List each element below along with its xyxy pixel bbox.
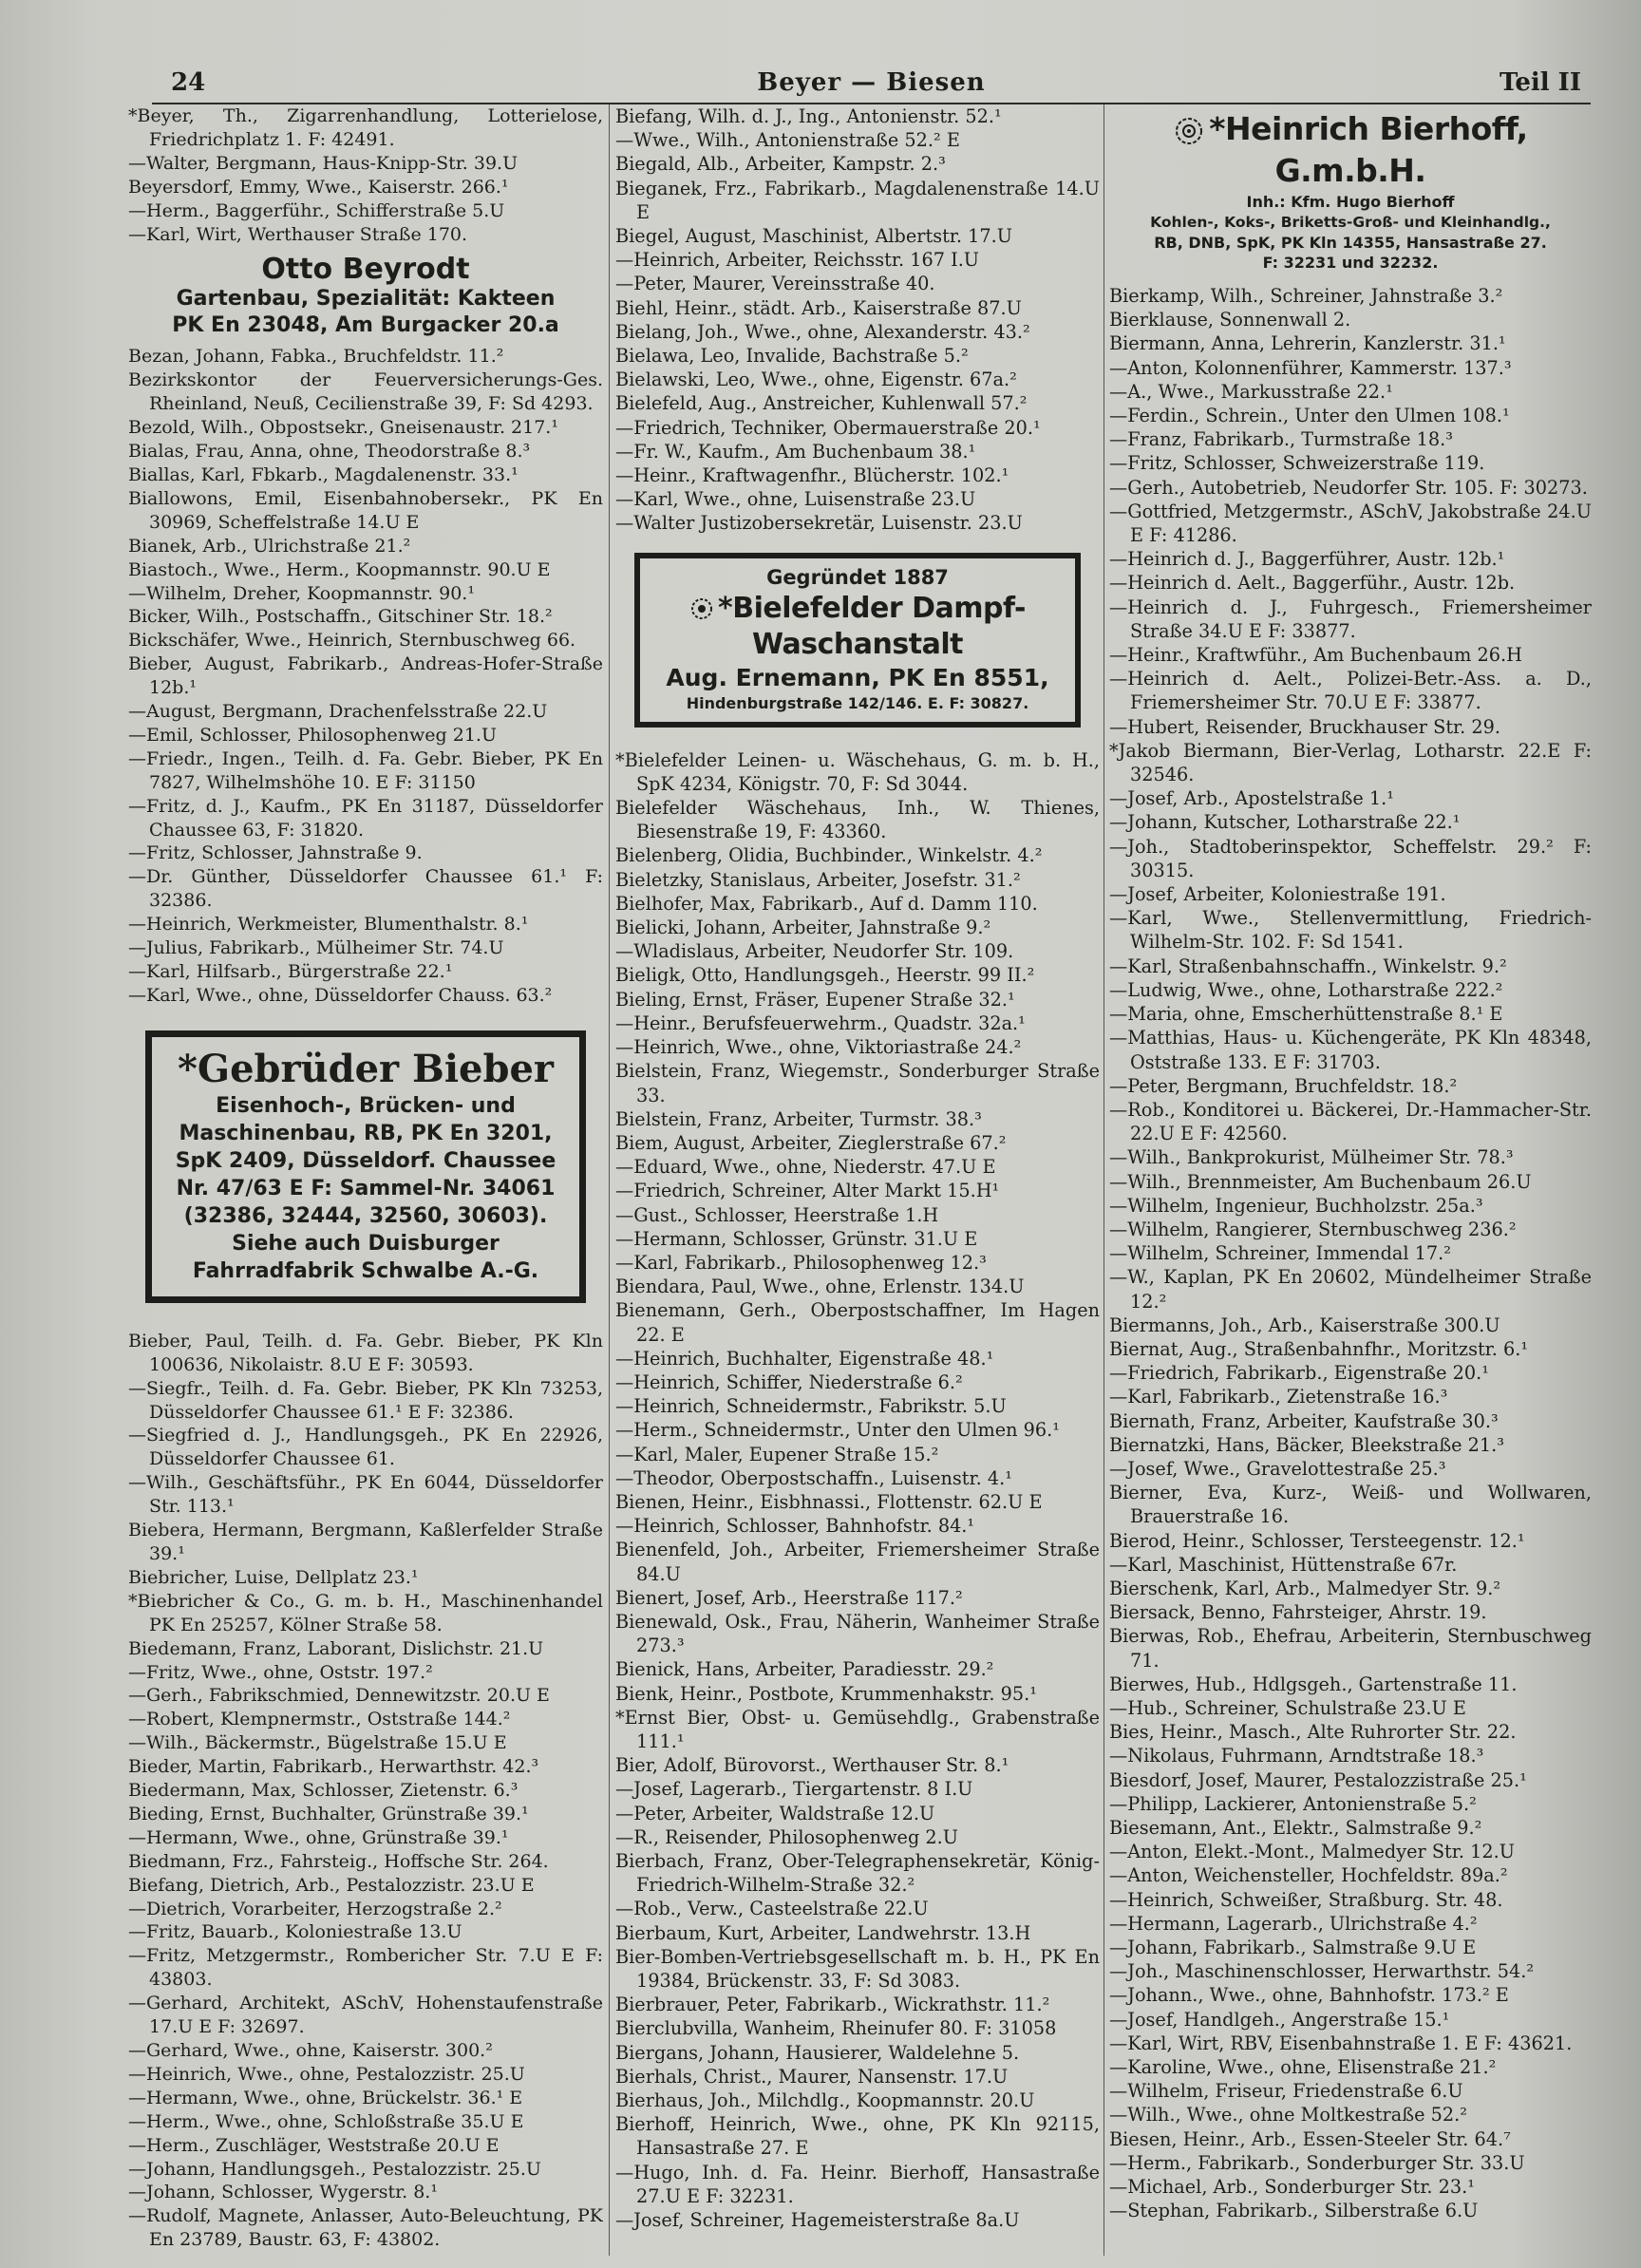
- directory-entry: —Herm., Fabrikarb., Sonderburger Str. 33.U: [1109, 2151, 1525, 2174]
- directory-entry: Biermann, Anna, Lehrerin, Kanzlerstr. 31.¹: [1109, 332, 1506, 355]
- directory-entry: —Gerhard, Wwe., ohne, Kaiserstr. 300.²: [128, 2040, 493, 2061]
- directory-entry: Bezirkskontor der Feuerversicherungs-Ges. Rheinland, Neuß, Cecilienstraße 39, F: Sd 4293.: [128, 369, 603, 415]
- directory-entry: Bienert, Josef, Arb., Heerstraße 117.²: [615, 1586, 963, 1609]
- directory-entry: —Karl, Maschinist, Hüttenstraße 67r.: [1109, 1553, 1458, 1576]
- seal-icon: [1173, 115, 1205, 147]
- directory-entry: —Karoline, Wwe., ohne, Elisenstraße 21.²: [1109, 2056, 1497, 2079]
- directory-entry: —Heinrich, Buchhalter, Eigenstraße 48.¹: [615, 1347, 994, 1370]
- directory-entry: —Joh., Maschinenschlosser, Herwarthstr. 54.²: [1109, 1960, 1535, 1983]
- directory-entry: —Karl, Wwe., Stellenvermittlung, Friedrich-Wilhelm-Str. 102. F: Sd 1541.: [1109, 907, 1592, 954]
- directory-entry: Bielhofer, Max, Fabrikarb., Auf d. Damm 110.: [615, 892, 1038, 915]
- directory-entry: —Friedrich, Fabrikarb., Eigenstraße 20.¹: [1109, 1362, 1490, 1385]
- directory-entry: —Siegfr., Teilh. d. Fa. Gebr. Bieber, PK Kln 73253, Düsseldorfer Chaussee 61.¹ E F: 32386.: [128, 1377, 603, 1423]
- directory-entry: Bierkamp, Wilh., Schreiner, Jahnstraße 3.²: [1109, 285, 1503, 307]
- column-divider: [609, 104, 610, 2256]
- directory-entry: —Dietrich, Vorarbeiter, Herzogstraße 2.²: [128, 1898, 502, 1919]
- directory-entry: —Anton, Elekt.-Mont., Malmedyer Str. 12.U: [1109, 1841, 1515, 1863]
- directory-entry: —Friedrich, Techniker, Obermauerstraße 20.¹: [615, 416, 1041, 439]
- ad-text: Gartenbau, Spezialität: Kakteen: [176, 287, 556, 312]
- directory-entry: —Heinr., Kraftwführ., Am Buchenbaum 26.H: [1109, 644, 1522, 667]
- directory-entry: —Karl, Wwe., ohne, Düsseldorfer Chauss. 63.²: [128, 984, 553, 1006]
- directory-entry: —Wilhelm, Friseur, Friedenstraße 6.U: [1109, 2080, 1463, 2103]
- directory-entry: —Josef, Lagerarb., Tiergartenstr. 8 I.U: [615, 1778, 973, 1801]
- ad-text: Hindenburgstraße 142/146. E. F: 30827.: [686, 693, 1029, 712]
- directory-entry: —Walter Justizobersekretär, Luisenstr. 23.U: [615, 512, 1023, 535]
- directory-entry: —Karl, Wirt, Werthauser Straße 170.: [128, 223, 468, 245]
- page-number: 24: [171, 68, 206, 97]
- directory-entry: —Karl, Wirt, RBV, Eisenbahnstraße 1. E F: 43621.: [1109, 2032, 1573, 2054]
- directory-entry: —Josef, Handlgeh., Angerstraße 15.¹: [1109, 2008, 1450, 2031]
- directory-entry: —Rob., Verw., Casteelstraße 22.U: [615, 1898, 929, 1920]
- directory-entry: —Wilhelm, Dreher, Koopmannstr. 90.¹: [128, 582, 475, 604]
- directory-entry: —Hermann, Schlosser, Grünstr. 31.U E: [615, 1227, 978, 1250]
- directory-entry: Biegald, Alb., Arbeiter, Kampstr. 2.³: [615, 153, 946, 176]
- directory-entry: —Dr. Günther, Düsseldorfer Chaussee 61.¹ F: 32386.: [128, 866, 603, 912]
- directory-entry: Bierhoff, Heinrich, Wwe., ohne, PK Kln 92115, Hansastraße 27. E: [615, 2113, 1100, 2160]
- ad-text: Eisenhoch-, Brücken- und Maschinenbau, RB, PK En 3201, SpK 2409, Düsseldorf. Chaussee Nr. 47/63 E F: Sammel-Nr. 34061 (32386, 32444, 32560, 30603). Siehe auch Duisburger Fahrradfabrik Schwalbe A.-G.: [175, 1093, 556, 1283]
- directory-entry: —Hubert, Reisender, Bruckhauser Str. 29.: [1109, 715, 1500, 738]
- directory-entry: —Johann, Kutscher, Lotharstraße 22.¹: [1109, 811, 1461, 834]
- ad-text: Kohlen-, Koks-, Briketts-Groß- und Kleinhandlg.,: [1150, 214, 1551, 231]
- entry-list: [1109, 284, 1592, 2222]
- directory-entry: Biedermann, Max, Schlosser, Zietenstr. 6.³: [128, 1780, 519, 1802]
- directory-entry: *Beyer, Th., Zigarrenhandlung, Lotterielose, Friedrichplatz 1. F: 42491.: [128, 105, 603, 150]
- directory-entry: Bickschäfer, Wwe., Heinrich, Sternbuschweg 66.: [128, 630, 576, 652]
- directory-entry: Biedmann, Frz., Fahrsteig., Hoffsche Str. 264.: [128, 1850, 549, 1872]
- directory-entry: Bies, Heinr., Masch., Alte Ruhrorter Str. 22.: [1109, 1721, 1517, 1744]
- name-range: Beyer — Biesen: [757, 68, 986, 97]
- directory-entry: —Wilhelm, Ingenieur, Buchholzstr. 25a.³: [1109, 1194, 1483, 1217]
- directory-entry: Bierwes, Hub., Hdlgsgeh., Gartenstraße 11.: [1109, 1673, 1518, 1695]
- directory-entry: —Heinrich, Arbeiter, Reichsstr. 167 I.U: [615, 249, 980, 272]
- directory-entry: —Hermann, Wwe., ohne, Grünstraße 39.¹: [128, 1826, 509, 1848]
- directory-entry: Bielicki, Johann, Arbeiter, Jahnstraße 9.²: [615, 917, 991, 939]
- directory-entry: —Anton, Weichensteller, Hochfeldstr. 89a.²: [1109, 1864, 1508, 1887]
- directory-entry: —Wilh., Brennmeister, Am Buchenbaum 26.U: [1109, 1170, 1532, 1193]
- directory-entry: —Heinrich d. Aelt., Baggerführ., Austr. 12b.: [1109, 572, 1516, 595]
- directory-entry: —Hermann, Wwe., ohne, Brückelstr. 36.¹ E: [128, 2087, 523, 2108]
- directory-entry: Bienen, Heinr., Eisbhnassi., Flottenstr. 62.U E: [615, 1490, 1043, 1513]
- directory-entry: —Fritz, Schlosser, Jahnstraße 9.: [128, 842, 423, 864]
- directory-entry: Biernatzki, Hans, Bäcker, Bleekstraße 21.³: [1109, 1433, 1505, 1456]
- directory-entry: —Fritz, Schlosser, Schweizerstraße 119.: [1109, 452, 1485, 475]
- directory-entry: —Josef, Arb., Apostelstraße 1.¹: [1109, 787, 1395, 810]
- directory-entry: —Ferdin., Schrein., Unter den Ulmen 108.¹: [1109, 405, 1510, 427]
- directory-entry: —Heinrich, Werkmeister, Blumenthalstr. 8.¹: [128, 914, 529, 936]
- directory-entry: —Gerh., Autobetrieb, Neudorfer Str. 105. F: 30273.: [1109, 476, 1588, 499]
- directory-entry: —Herm., Zuschläger, Weststraße 20.U E: [128, 2134, 500, 2156]
- directory-entry: —Friedr., Ingen., Teilh. d. Fa. Gebr. Bieber, PK En 7827, Wilhelmshöhe 10. E F: 31150: [128, 747, 603, 793]
- directory-entry: —Walter, Bergmann, Haus-Knipp-Str. 39.U: [128, 152, 519, 174]
- directory-entry: —Julius, Fabrikarb., Mülheimer Str. 74.U: [128, 937, 504, 959]
- directory-entry: —Karl, Wwe., ohne, Luisenstraße 23.U: [615, 488, 976, 511]
- directory-entry: Bielawa, Leo, Invalide, Bachstraße 5.²: [615, 345, 969, 368]
- directory-entry: —Wilhelm, Schreiner, Immendal 17.²: [1109, 1242, 1451, 1265]
- directory-entry: Bienick, Hans, Arbeiter, Paradiesstr. 29.²: [615, 1658, 994, 1681]
- directory-entry: —Peter, Bergmann, Bruchfeldstr. 18.²: [1109, 1074, 1458, 1097]
- directory-entry: —Franz, Fabrikarb., Turmstraße 18.³: [1109, 428, 1453, 451]
- directory-entry: —Josef, Arbeiter, Koloniestraße 191.: [1109, 883, 1446, 906]
- directory-entry: *Bielefelder Leinen- u. Wäschehaus, G. m. b. H., SpK 4234, Königstr. 70, F: Sd 3044.: [615, 748, 1100, 795]
- directory-entry: Biastoch., Wwe., Herm., Koopmannstr. 90.U E: [128, 558, 551, 580]
- directory-entry: —Heinr., Berufsfeuerwehrm., Quadstr. 32a.¹: [615, 1011, 1026, 1034]
- directory-entry: Biergans, Johann, Hausierer, Waldelehne 5.: [615, 2041, 1020, 2064]
- directory-entry: Bieder, Martin, Fabrikarb., Herwarthstr. 42.³: [128, 1756, 539, 1778]
- directory-entry: Biallas, Karl, Fbkarb., Magdalenenstr. 33.¹: [128, 463, 519, 485]
- directory-entry: —Heinrich, Wwe., ohne, Viktoriastraße 24.²: [615, 1036, 1022, 1059]
- directory-entry: —Fritz, Wwe., ohne, Oststr. 197.²: [128, 1661, 433, 1683]
- directory-entry: —Heinrich, Schlosser, Bahnhofstr. 84.¹: [615, 1515, 975, 1538]
- directory-entry: Bier-Bomben-Vertriebsgesellschaft m. b. H., PK En 19384, Brückenstr. 33, F: Sd 3083.: [615, 1945, 1100, 1993]
- directory-entry: —Matthias, Haus- u. Küchengeräte, PK Kln 48348, Oststraße 133. E F: 31703.: [1109, 1027, 1592, 1073]
- directory-entry: Bieling, Ernst, Fräser, Eupener Straße 32.¹: [615, 988, 1015, 1011]
- directory-entry: Bieligk, Otto, Handlungsgeh., Heerstr. 99 II.²: [615, 964, 1035, 987]
- directory-entry: Bieganek, Frz., Fabrikarb., Magdalenenstraße 14.U E: [615, 177, 1100, 223]
- ad-title: *Gebrüder Bieber: [177, 1046, 554, 1091]
- ad-title: Otto Beyrodt: [261, 253, 470, 287]
- directory-entry: —Rudolf, Magnete, Anlasser, Auto-Beleuchtung, PK En 23789, Baustr. 63, F: 43802.: [128, 2205, 603, 2251]
- entry-list: [128, 345, 603, 1007]
- directory-entry: —Fritz, Metzgermstr., Rombericher Str. 7.U E F: 43803.: [128, 1945, 603, 1991]
- part-label: Teil II: [1499, 68, 1581, 97]
- directory-entry: Bierwas, Rob., Ehefrau, Arbeiterin, Sternbuschweg 71.: [1109, 1625, 1592, 1672]
- directory-entry: —Gerh., Fabrikschmied, Dennewitzstr. 20.U E: [128, 1685, 550, 1707]
- directory-entry: Bezan, Johann, Fabka., Bruchfeldstr. 11.²: [128, 346, 504, 368]
- directory-entry: —Gust., Schlosser, Heerstraße 1.H: [615, 1203, 939, 1226]
- directory-entry: Biebricher, Luise, Dellplatz 23.¹: [128, 1566, 419, 1588]
- column-3: [1109, 104, 1592, 2251]
- directory-entry: Bierod, Heinr., Schlosser, Tersteegenstr. 12.¹: [1109, 1529, 1525, 1552]
- directory-entry: Bielstein, Franz, Arbeiter, Turmstr. 38.³: [615, 1107, 982, 1130]
- directory-entry: —Herm., Baggerführ., Schifferstraße 5.U: [128, 199, 505, 221]
- ad-gebrueder-bieber: [145, 1030, 586, 1303]
- entry-list: [615, 748, 1100, 2233]
- directory-entry: Biesdorf, Josef, Maurer, Pestalozzistraße 25.¹: [1109, 1768, 1527, 1791]
- directory-entry: —Heinrich, Schneidermstr., Fabrikstr. 5.U: [615, 1395, 1007, 1418]
- directory-entry: —Heinrich d. J., Baggerführer, Austr. 12b.¹: [1109, 548, 1505, 571]
- directory-entry: —Gerhard, Architekt, ASchV, Hohenstaufenstraße 17.U E F: 32697.: [128, 1993, 603, 2038]
- directory-entry: —Robert, Klempnermstr., Oststraße 144.²: [128, 1709, 511, 1730]
- directory-entry: —Heinrich, Schweißer, Straßburg. Str. 48.: [1109, 1888, 1503, 1911]
- ad-bielefelder-dampf-waschanstalt: [634, 553, 1081, 728]
- directory-entry: Biernath, Franz, Arbeiter, Kaufstraße 30.³: [1109, 1409, 1499, 1432]
- directory-entry: —Ludwig, Wwe., ohne, Lotharstraße 222.²: [1109, 978, 1503, 1001]
- directory-entry: Biefang, Dietrich, Arb., Pestalozzistr. 23.U E: [128, 1874, 535, 1896]
- directory-entry: Bielstein, Franz, Wiegemstr., Sonderburger Straße 33.: [615, 1060, 1100, 1106]
- directory-entry: Bierklause, Sonnenwall 2.: [1109, 309, 1351, 331]
- directory-entry: —R., Reisender, Philosophenweg 2.U: [615, 1825, 958, 1848]
- directory-entry: *Jakob Biermann, Bier-Verlag, Lotharstr. 22.E F: 32546.: [1109, 739, 1592, 786]
- directory-entry: Bicker, Wilh., Postschaffn., Gitschiner Str. 18.²: [128, 606, 553, 628]
- directory-entry: —Heinrich, Schiffer, Niederstraße 6.²: [615, 1370, 963, 1393]
- directory-entry: Biefang, Wilh. d. J., Ing., Antonienstr. 52.¹: [615, 105, 1002, 127]
- directory-entry: —Heinrich, Wwe., ohne, Pestalozzistr. 25.U: [128, 2063, 525, 2085]
- directory-entry: Bienenfeld, Joh., Arbeiter, Friemersheimer Straße 84.U: [615, 1539, 1100, 1585]
- directory-entry: Bieletzky, Stanislaus, Arbeiter, Josefstr. 31.²: [615, 868, 1021, 891]
- directory-entry: —Herm., Schneidermstr., Unter den Ulmen 96.¹: [615, 1419, 1060, 1442]
- directory-entry: —Wwe., Wilh., Antonienstraße 52.² E: [615, 129, 960, 152]
- directory-entry: —Nikolaus, Fuhrmann, Arndtstraße 18.³: [1109, 1745, 1484, 1767]
- directory-entry: —Josef, Schreiner, Hagemeisterstraße 8a.U: [615, 2209, 1020, 2232]
- directory-entry: —Johann., Wwe., ohne, Bahnhofstr. 173.² E: [1109, 1984, 1509, 2007]
- seal-icon: [689, 596, 714, 621]
- ad-title: [1109, 108, 1592, 192]
- page-header: [152, 66, 1591, 104]
- directory-entry: Bieding, Ernst, Buchhalter, Grünstraße 39.¹: [128, 1803, 529, 1824]
- directory-entry: Bierbrauer, Peter, Fabrikarb., Wickrathstr. 11.²: [615, 1994, 1050, 2016]
- directory-entry: —Theodor, Oberpostschaffn., Luisenstr. 4.¹: [615, 1466, 1012, 1489]
- column-2: [615, 104, 1100, 2251]
- directory-entry: Biem, August, Arbeiter, Zieglerstraße 67.²: [615, 1131, 1007, 1154]
- ad-heinrich-bierhoff: [1109, 108, 1592, 273]
- directory-entry: —Eduard, Wwe., ohne, Niederstr. 47.U E: [615, 1156, 996, 1179]
- ad-text: PK En 23048, Am Burgacker 20.a: [172, 313, 559, 338]
- directory-entry: —Stephan, Fabrikarb., Silberstraße 6.U: [1109, 2200, 1479, 2222]
- directory-entry: —W., Kaplan, PK En 20602, Mündelheimer Straße 12.²: [1109, 1266, 1592, 1313]
- directory-entry: Bierhals, Christ., Maurer, Nansenstr. 17.U: [615, 2065, 1009, 2088]
- directory-entry: —Gottfried, Metzgermstr., ASchV, Jakobstraße 24.U E F: 41286.: [1109, 500, 1592, 547]
- entry-list: [615, 104, 1100, 536]
- directory-entry: Bierbach, Franz, Ober-Telegraphensekretär, König-Friedrich-Wilhelm-Straße 32.²: [615, 1850, 1100, 1897]
- directory-entry: —Wilh., Wwe., ohne Moltkestraße 52.²: [1109, 2104, 1467, 2126]
- directory-entry: —Wilh., Bäckermstr., Bügelstraße 15.U E: [128, 1732, 507, 1754]
- directory-entry: —Herm., Wwe., ohne, Schloßstraße 35.U E: [128, 2110, 524, 2132]
- directory-entry: Bianek, Arb., Ulrichstraße 21.²: [128, 535, 411, 557]
- directory-entry: —Josef, Wwe., Gravelottestraße 25.³: [1109, 1457, 1446, 1480]
- directory-entry: —Hub., Schreiner, Schulstraße 23.U E: [1109, 1696, 1466, 1719]
- directory-entry: Bienk, Heinr., Postbote, Krummenhakstr. 95.¹: [615, 1682, 1037, 1705]
- directory-entry: *Ernst Bier, Obst- u. Gemüsehdlg., Grabenstraße 111.¹: [615, 1706, 1100, 1752]
- directory-entry: Bierner, Eva, Kurz-, Weiß- und Wollwaren, Brauerstraße 16.: [1109, 1482, 1592, 1528]
- directory-entry: —Karl, Fabrikarb., Zietenstraße 16.³: [1109, 1386, 1448, 1408]
- directory-entry: Bezold, Wilh., Obpostsekr., Gneisenaustr. 217.¹: [128, 417, 558, 439]
- directory-entry: —Philipp, Lackierer, Antonienstraße 5.²: [1109, 1792, 1477, 1815]
- entry-list: [128, 104, 603, 246]
- directory-entry: *Biebricher & Co., G. m. b. H., Maschinenhandel PK En 25257, Kölner Straße 58.: [128, 1590, 603, 1635]
- directory-entry: Biernat, Aug., Straßenbahnfhr., Moritzstr. 6.¹: [1109, 1337, 1529, 1360]
- directory-entry: Bierhaus, Joh., Milchdlg., Koopmannstr. 20.U: [615, 2089, 1035, 2112]
- ad-text: Gegründet 1887: [766, 565, 949, 589]
- ad-text: Inh.: Kfm. Hugo Bierhoff: [1246, 193, 1455, 211]
- directory-entry: Bielefeld, Aug., Anstreicher, Kuhlenwall 57.²: [615, 392, 1028, 415]
- directory-entry: —Johann, Handlungsgeh., Pestalozzistr. 25.U: [128, 2158, 541, 2180]
- directory-entry: —Heinrich d. Aelt., Polizei-Betr.-Ass. a. D., Friemersheimer Str. 70.U E F: 33877.: [1109, 668, 1592, 714]
- directory-entry: —Friedrich, Schreiner, Alter Markt 15.H¹: [615, 1180, 1000, 1202]
- directory-entry: Biedemann, Franz, Laborant, Dislichstr. 21.U: [128, 1637, 544, 1659]
- directory-entry: —Wladislaus, Arbeiter, Neudorfer Str. 109.: [615, 940, 1014, 963]
- directory-entry: —Peter, Arbeiter, Waldstraße 12.U: [615, 1802, 935, 1824]
- directory-entry: —Hugo, Inh. d. Fa. Heinr. Bierhoff, Hansastraße 27.U E F: 32231.: [615, 2161, 1100, 2207]
- directory-entry: —Wilhelm, Rangierer, Sternbuschweg 236.²: [1109, 1218, 1517, 1240]
- ad-otto-beyrodt: [128, 254, 603, 339]
- entry-list: [128, 1330, 603, 2251]
- directory-entry: —Peter, Maurer, Vereinsstraße 40.: [615, 273, 935, 295]
- directory-entry: Biermanns, Joh., Arb., Kaiserstraße 300.U: [1109, 1314, 1500, 1336]
- column-divider: [1103, 104, 1104, 2256]
- directory-entry: Biesemann, Ant., Elektr., Salmstraße 9.²: [1109, 1817, 1482, 1839]
- directory-entry: —Karl, Straßenbahnschaffn., Winkelstr. 9.²: [1109, 954, 1507, 977]
- directory-entry: Bienemann, Gerh., Oberpostschaffner, Im Hagen 22. E: [615, 1299, 1100, 1346]
- directory-entry: Beyersdorf, Emmy, Wwe., Kaiserstr. 266.¹: [128, 176, 509, 198]
- directory-entry: —Johann, Fabrikarb., Salmstraße 9.U E: [1109, 1937, 1477, 1959]
- directory-entry: —Fritz, d. J., Kaufm., PK En 31187, Düsseldorfer Chaussee 63, F: 31820.: [128, 795, 603, 841]
- directory-entry: —August, Bergmann, Drachenfelsstraße 22.U: [128, 701, 548, 723]
- directory-entry: Bierbaum, Kurt, Arbeiter, Landwehrstr. 13.H: [615, 1921, 1031, 1944]
- directory-entry: —Heinr., Kraftwagenfhr., Blücherstr. 102.¹: [615, 464, 1009, 487]
- directory-entry: —Karl, Fabrikarb., Philosophenweg 12.³: [615, 1251, 987, 1274]
- directory-entry: Biendara, Paul, Wwe., ohne, Erlenstr. 134.U: [615, 1276, 1025, 1298]
- directory-entry: —A., Wwe., Markusstraße 22.¹: [1109, 380, 1393, 403]
- column-1: [128, 104, 603, 2251]
- ad-title-text: *Bielefelder Dampf-Waschanstalt: [718, 591, 1026, 661]
- directory-entry: —Anton, Kolonnenführer, Kammerstr. 137.³: [1109, 356, 1512, 379]
- directory-entry: Biebera, Hermann, Bergmann, Kaßlerfelder Straße 39.¹: [128, 1520, 603, 1564]
- directory-entry: Bienewald, Osk., Frau, Näherin, Wanheimer Straße 273.³: [615, 1610, 1100, 1657]
- ad-title-text: *Heinrich Bierhoff, G.m.b.H.: [1209, 110, 1528, 189]
- directory-entry: Bier, Adolf, Bürovorst., Werthauser Str. 8.¹: [615, 1754, 1009, 1777]
- directory-entry: Biesen, Heinr., Arb., Essen-Steeler Str. 64.⁷: [1109, 2127, 1511, 2150]
- directory-entry: —Michael, Arb., Sonderburger Str. 23.¹: [1109, 2176, 1475, 2199]
- directory-entry: Biallowons, Emil, Eisenbahnobersekr., PK En 30969, Scheffelstraße 14.U E: [128, 487, 603, 533]
- directory-entry: Biegel, August, Maschinist, Albertstr. 17.U: [615, 225, 1012, 248]
- directory-entry: Bielenberg, Olidia, Buchbinder., Winkelstr. 4.²: [615, 844, 1043, 867]
- directory-entry: Bialas, Frau, Anna, ohne, Theodorstraße 8.³: [128, 441, 531, 463]
- directory-entry: —Karl, Maler, Eupener Straße 15.²: [615, 1443, 939, 1465]
- directory-entry: —Rob., Konditorei u. Bäckerei, Dr.-Hammacher-Str. 22.U E F: 42560.: [1109, 1098, 1592, 1145]
- ad-title: [646, 591, 1069, 663]
- directory-entry: —Johann, Schlosser, Wygerstr. 8.¹: [128, 2182, 438, 2203]
- directory-entry: Bielefelder Wäschehaus, Inh., W. Thienes, Biesenstraße 19, F: 43360.: [615, 797, 1100, 843]
- directory-entry: Bieber, August, Fabrikarb., Andreas-Hofer-Straße 12b.¹: [128, 653, 603, 699]
- directory-entry: —Wilh., Geschäftsführ., PK En 6044, Düsseldorfer Str. 113.¹: [128, 1472, 603, 1518]
- directory-entry: —Hermann, Lagerarb., Ulrichstraße 4.²: [1109, 1912, 1478, 1935]
- ad-text: F: 32231 und 32232.: [1262, 254, 1439, 272]
- directory-entry: —Karl, Hilfsarb., Bürgerstraße 22.¹: [128, 961, 453, 982]
- directory-entry: —Maria, ohne, Emscherhüttenstraße 8.¹ E: [1109, 1003, 1503, 1026]
- directory-entry: Biehl, Heinr., städt. Arb., Kaiserstraße 87.U: [615, 296, 1022, 319]
- directory-entry: —Heinrich d. J., Fuhrgesch., Friemersheimer Straße 34.U E F: 33877.: [1109, 595, 1592, 642]
- directory-entry: Bielawski, Leo, Wwe., ohne, Eigenstr. 67a.²: [615, 369, 1017, 391]
- directory-entry: —Emil, Schlosser, Philosophenweg 21.U: [128, 724, 497, 746]
- directory-entry: —Fritz, Bauarb., Koloniestraße 13.U: [128, 1921, 462, 1943]
- directory-entry: Biersack, Benno, Fahrsteiger, Ahrstr. 19.: [1109, 1601, 1487, 1624]
- directory-entry: Bierclubvilla, Wanheim, Rheinufer 80. F: 31058: [615, 2017, 1057, 2040]
- directory-entry: —Fr. W., Kaufm., Am Buchenbaum 38.¹: [615, 440, 976, 463]
- directory-entry: Bieber, Paul, Teilh. d. Fa. Gebr. Bieber, PK Kln 100636, Nikolaistr. 8.U E F: 30593.: [128, 1330, 603, 1375]
- directory-entry: Bielang, Joh., Wwe., ohne, Alexanderstr. 43.²: [615, 320, 1030, 343]
- ad-text: Aug. Ernemann, PK En 8551,: [666, 663, 1049, 691]
- ad-text: RB, DNB, SpK, PK Kln 14355, Hansastraße 27.: [1154, 234, 1547, 252]
- directory-entry: —Wilh., Bankprokurist, Mülheimer Str. 78.³: [1109, 1146, 1514, 1169]
- directory-entry: —Siegfried d. J., Handlungsgeh., PK En 22926, Düsseldorfer Chaussee 61.: [128, 1425, 603, 1470]
- directory-entry: Bierschenk, Karl, Arb., Malmedyer Str. 9.²: [1109, 1577, 1501, 1599]
- directory-entry: —Joh., Stadtoberinspektor, Scheffelstr. 29.² F: 30315.: [1109, 835, 1592, 881]
